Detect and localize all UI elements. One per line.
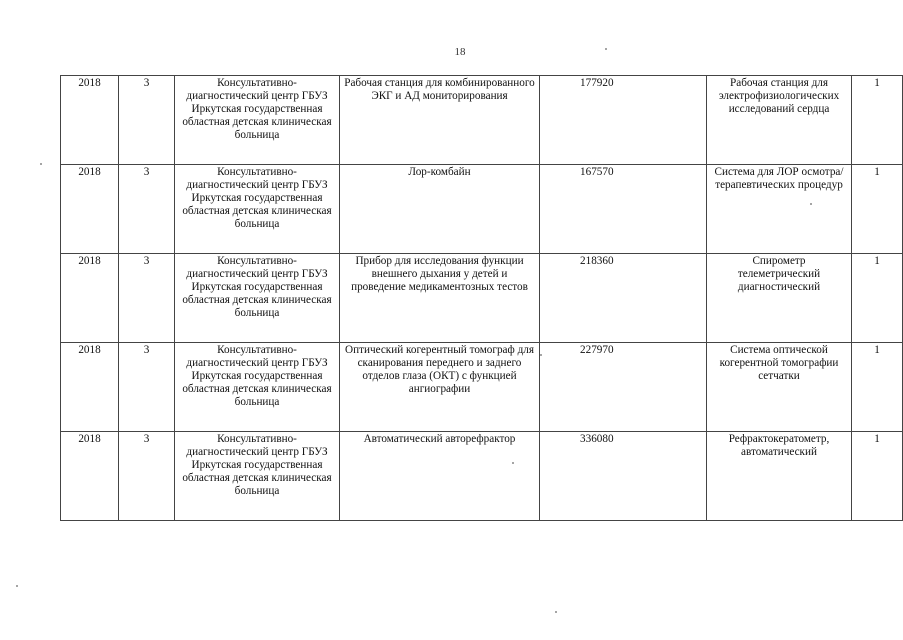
year-cell: 2018 xyxy=(61,254,119,343)
price-cell: 336080 xyxy=(540,432,707,521)
year-cell: 2018 xyxy=(61,343,119,432)
quarter-cell: 3 xyxy=(119,76,175,165)
table-row xyxy=(61,343,903,432)
count-cell: 1 xyxy=(852,165,903,254)
equipment-cell: Рабочая станция для комбинированного ЭКГ и АД мониторирования xyxy=(340,76,540,165)
scan-speck xyxy=(540,354,542,356)
equipment-cell: Автоматический авторефрактор xyxy=(340,432,540,521)
year-cell: 2018 xyxy=(61,165,119,254)
count-cell: 1 xyxy=(852,254,903,343)
count-cell: 1 xyxy=(852,343,903,432)
equipment-type-cell: Рефрактокератометр, автоматический xyxy=(707,432,852,521)
scan-speck xyxy=(16,585,18,587)
equipment-cell: Оптический когерентный томограф для сканирования переднего и заднего отделов глаза (ОКТ) с функцией ангиографии xyxy=(340,343,540,432)
equipment-type-cell: Система оптической когерентной томографии сетчатки xyxy=(707,343,852,432)
year-cell: 2018 xyxy=(61,76,119,165)
table-row xyxy=(61,165,903,254)
organization-cell: Консультативно-диагностический центр ГБУЗ Иркутская государственная областная детская клиническая больница xyxy=(175,76,340,165)
equipment-cell: Прибор для исследования функции внешнего дыхания у детей и проведение медикаментозных тестов xyxy=(340,254,540,343)
scan-speck xyxy=(555,611,557,613)
organization-cell: Консультативно-диагностический центр ГБУЗ Иркутская государственная областная детская клиническая больница xyxy=(175,254,340,343)
quarter-cell: 3 xyxy=(119,343,175,432)
equipment-type-cell: Система для ЛОР осмотра/терапевтических процедур xyxy=(707,165,852,254)
count-cell: 1 xyxy=(852,76,903,165)
quarter-cell: 3 xyxy=(119,165,175,254)
quarter-cell: 3 xyxy=(119,254,175,343)
table-row xyxy=(61,432,903,521)
year-cell: 2018 xyxy=(61,432,119,521)
scan-speck xyxy=(40,163,42,165)
organization-cell: Консультативно-диагностический центр ГБУЗ Иркутская государственная областная детская клиническая больница xyxy=(175,165,340,254)
table-row xyxy=(61,254,903,343)
price-cell: 167570 xyxy=(540,165,707,254)
equipment-cell: Лор-комбайн xyxy=(340,165,540,254)
equipment-type-cell: Спирометр телеметрический диагностический xyxy=(707,254,852,343)
quarter-cell: 3 xyxy=(119,432,175,521)
equipment-type-cell: Рабочая станция для электрофизиологических исследований сердца xyxy=(707,76,852,165)
page-number: 18 xyxy=(454,46,466,58)
table-row xyxy=(61,76,903,165)
equipment-table xyxy=(60,75,903,521)
count-cell: 1 xyxy=(852,432,903,521)
organization-cell: Консультативно-диагностический центр ГБУЗ Иркутская государственная областная детская клиническая больница xyxy=(175,432,340,521)
price-cell: 227970 xyxy=(540,343,707,432)
scan-speck xyxy=(810,203,812,205)
organization-cell: Консультативно-диагностический центр ГБУЗ Иркутская государственная областная детская клиническая больница xyxy=(175,343,340,432)
scan-speck xyxy=(605,48,607,50)
scan-speck xyxy=(512,462,514,464)
price-cell: 177920 xyxy=(540,76,707,165)
price-cell: 218360 xyxy=(540,254,707,343)
